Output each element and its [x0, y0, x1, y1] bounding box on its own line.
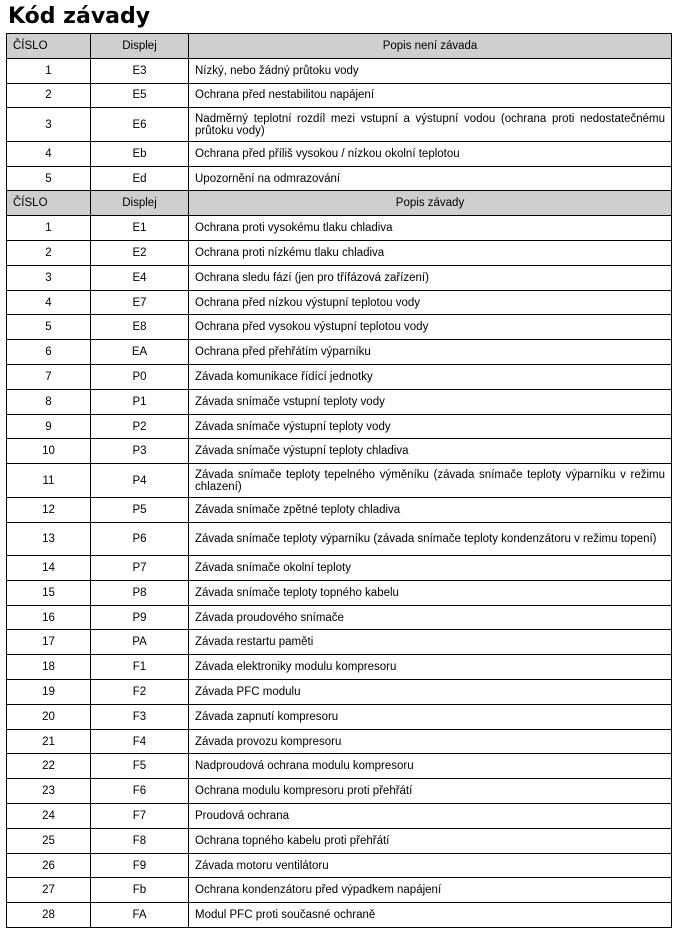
table-row [7, 878, 672, 903]
row-number: 11 [7, 464, 91, 498]
row-description: Závada restartu paměti [189, 630, 672, 655]
fault-code-table [6, 33, 672, 928]
row-display-code: P6 [91, 522, 189, 556]
row-description: Ochrana před vysokou výstupní teplotou vody [189, 315, 672, 340]
row-description: Závada snímače teploty tepelného výměníku (závada snímače teploty výparníku v režimu chlazení) [189, 464, 672, 498]
row-description: Nadměrný teplotní rozdíl mezi vstupní a výstupní vodou (ochrana proti nedostatečnému průtoku vody) [189, 108, 672, 142]
row-description: Nadproudová ochrana modulu kompresoru [189, 754, 672, 779]
section-header-row [7, 191, 672, 216]
row-display-code: E1 [91, 216, 189, 241]
table-row [7, 729, 672, 754]
row-number: 6 [7, 340, 91, 365]
row-description: Závada PFC modulu [189, 680, 672, 705]
table-row [7, 315, 672, 340]
table-row [7, 464, 672, 498]
table-row [7, 630, 672, 655]
section-header-row [7, 34, 672, 59]
row-description: Závada provozu kompresoru [189, 729, 672, 754]
row-number: 4 [7, 141, 91, 166]
row-number: 27 [7, 878, 91, 903]
row-number: 8 [7, 389, 91, 414]
row-description: Závada snímače výstupní teploty vody [189, 414, 672, 439]
row-display-code: F7 [91, 804, 189, 829]
row-description: Ochrana sledu fází (jen pro třífázová zařízení) [189, 265, 672, 290]
row-description: Závada zapnutí kompresoru [189, 704, 672, 729]
header-display: Displej [91, 191, 189, 216]
row-display-code: E6 [91, 108, 189, 142]
row-display-code: Eb [91, 141, 189, 166]
table-row [7, 522, 672, 556]
row-number: 4 [7, 290, 91, 315]
row-description: Závada snímače okolní teploty [189, 556, 672, 581]
header-description: Popis závady [189, 191, 672, 216]
row-number: 25 [7, 828, 91, 853]
row-description: Závada elektroniky modulu kompresoru [189, 655, 672, 680]
row-description: Závada snímače teploty výparníku (závada snímače teploty kondenzátoru v režimu topení) [189, 522, 672, 556]
table-row [7, 414, 672, 439]
row-description: Závada motoru ventilátoru [189, 853, 672, 878]
row-display-code: F4 [91, 729, 189, 754]
row-display-code: F8 [91, 828, 189, 853]
row-number: 28 [7, 903, 91, 928]
row-number: 7 [7, 365, 91, 390]
table-row [7, 166, 672, 191]
row-display-code: P4 [91, 464, 189, 498]
row-number: 15 [7, 580, 91, 605]
row-display-code: P3 [91, 439, 189, 464]
table-row [7, 389, 672, 414]
row-display-code: P5 [91, 497, 189, 522]
row-display-code: E5 [91, 83, 189, 108]
table-row [7, 58, 672, 83]
table-row [7, 141, 672, 166]
row-description: Ochrana proti vysokému tlaku chladiva [189, 216, 672, 241]
table-row [7, 655, 672, 680]
header-description: Popis není závada [189, 34, 672, 59]
table-row [7, 365, 672, 390]
table-row [7, 265, 672, 290]
row-display-code: P8 [91, 580, 189, 605]
row-display-code: P1 [91, 389, 189, 414]
row-description: Upozornění na odmrazování [189, 166, 672, 191]
table-row [7, 580, 672, 605]
row-number: 17 [7, 630, 91, 655]
row-number: 1 [7, 58, 91, 83]
table-row [7, 853, 672, 878]
header-number: ČÍSLO [7, 191, 91, 216]
row-display-code: P9 [91, 605, 189, 630]
row-number: 3 [7, 265, 91, 290]
row-display-code: E8 [91, 315, 189, 340]
row-number: 22 [7, 754, 91, 779]
row-number: 21 [7, 729, 91, 754]
table-row [7, 779, 672, 804]
row-display-code: Fb [91, 878, 189, 903]
row-display-code: FA [91, 903, 189, 928]
table-row [7, 605, 672, 630]
row-description: Ochrana proti nízkému tlaku chladiva [189, 241, 672, 266]
row-number: 12 [7, 497, 91, 522]
row-display-code: F3 [91, 704, 189, 729]
row-description: Nízký, nebo žádný průtoku vody [189, 58, 672, 83]
row-display-code: F9 [91, 853, 189, 878]
table-row [7, 704, 672, 729]
row-display-code: E4 [91, 265, 189, 290]
row-display-code: F2 [91, 680, 189, 705]
table-row [7, 83, 672, 108]
row-description: Ochrana před nestabilitou napájení [189, 83, 672, 108]
table-row [7, 680, 672, 705]
row-number: 13 [7, 522, 91, 556]
row-number: 10 [7, 439, 91, 464]
row-display-code: F6 [91, 779, 189, 804]
table-row [7, 241, 672, 266]
table-row [7, 556, 672, 581]
row-number: 18 [7, 655, 91, 680]
page-title: Kód závady [8, 4, 151, 29]
row-number: 2 [7, 83, 91, 108]
row-display-code: F5 [91, 754, 189, 779]
table-row [7, 828, 672, 853]
row-description: Ochrana modulu kompresoru proti přehřátí [189, 779, 672, 804]
row-number: 19 [7, 680, 91, 705]
header-display: Displej [91, 34, 189, 59]
row-display-code: PA [91, 630, 189, 655]
row-number: 5 [7, 315, 91, 340]
row-display-code: E2 [91, 241, 189, 266]
table-row [7, 439, 672, 464]
table-row [7, 340, 672, 365]
row-description: Ochrana topného kabelu proti přehřátí [189, 828, 672, 853]
row-description: Závada snímače zpětné teploty chladiva [189, 497, 672, 522]
table-row [7, 290, 672, 315]
table-row [7, 497, 672, 522]
row-number: 5 [7, 166, 91, 191]
table-body [7, 34, 672, 928]
row-display-code: F1 [91, 655, 189, 680]
table-row [7, 903, 672, 928]
row-display-code: E7 [91, 290, 189, 315]
row-display-code: E3 [91, 58, 189, 83]
row-display-code: P7 [91, 556, 189, 581]
row-number: 20 [7, 704, 91, 729]
table-row [7, 108, 672, 142]
row-description: Závada snímače teploty topného kabelu [189, 580, 672, 605]
row-display-code: P2 [91, 414, 189, 439]
row-number: 23 [7, 779, 91, 804]
row-description: Ochrana kondenzátoru před výpadkem napájení [189, 878, 672, 903]
table-row [7, 216, 672, 241]
row-number: 26 [7, 853, 91, 878]
table-row [7, 804, 672, 829]
row-description: Závada komunikace řídící jednotky [189, 365, 672, 390]
row-description: Závada snímače výstupní teploty chladiva [189, 439, 672, 464]
row-number: 24 [7, 804, 91, 829]
row-description: Ochrana před přehřátím výparníku [189, 340, 672, 365]
row-display-code: EA [91, 340, 189, 365]
row-number: 14 [7, 556, 91, 581]
row-number: 9 [7, 414, 91, 439]
row-number: 2 [7, 241, 91, 266]
row-description: Ochrana před příliš vysokou / nízkou okolní teplotou [189, 141, 672, 166]
row-description: Závada snímače vstupní teploty vody [189, 389, 672, 414]
header-number: ČÍSLO [7, 34, 91, 59]
row-description: Modul PFC proti současné ochraně [189, 903, 672, 928]
row-number: 1 [7, 216, 91, 241]
row-description: Proudová ochrana [189, 804, 672, 829]
row-display-code: P0 [91, 365, 189, 390]
row-display-code: Ed [91, 166, 189, 191]
row-description: Ochrana před nízkou výstupní teplotou vody [189, 290, 672, 315]
row-number: 3 [7, 108, 91, 142]
row-number: 16 [7, 605, 91, 630]
table-row [7, 754, 672, 779]
row-description: Závada proudového snímače [189, 605, 672, 630]
